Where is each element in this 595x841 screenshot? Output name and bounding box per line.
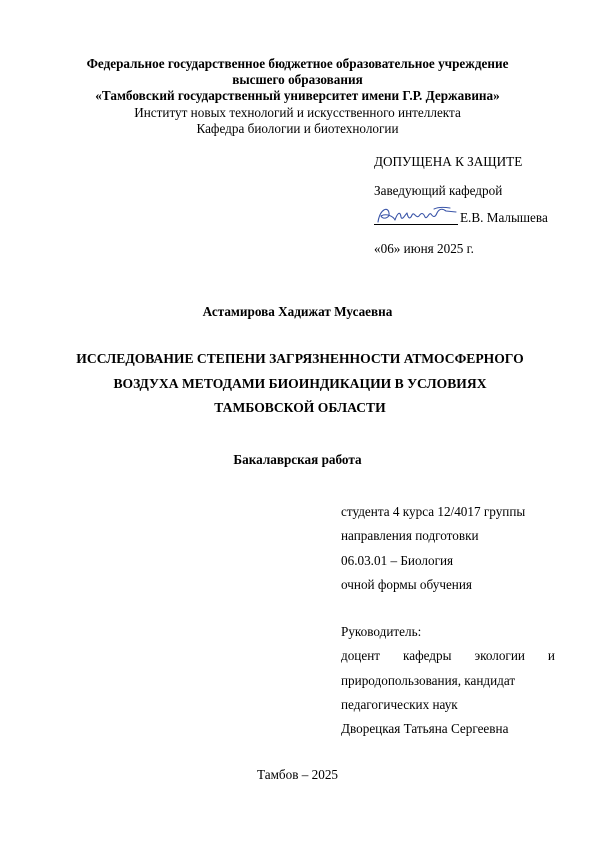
institution-header <box>40 56 555 137</box>
approval-date: «06» июня 2025 г. <box>374 241 474 256</box>
header-line-3: «Тамбовский государственный университет имени Г.Р. Державина» <box>95 88 500 104</box>
signature-mark <box>374 203 460 227</box>
header-line-4: Институт новых технологий и искусственного интеллекта <box>134 104 461 120</box>
author-name: Астамирова Хадижат Мусаевна <box>202 304 393 319</box>
thesis-title <box>60 347 540 421</box>
city-year: Тамбов – 2025 <box>256 767 339 782</box>
title-line-2: ВОЗДУХА МЕТОДАМИ БИОИНДИКАЦИИ В УСЛОВИЯХ <box>113 375 487 391</box>
admitted-label: ДОПУЩЕНА К ЗАЩИТЕ <box>374 154 523 169</box>
work-type: Бакалаврская работа <box>233 452 362 467</box>
header-line-2: высшего образования <box>232 72 363 88</box>
supervisor-name: Дворецкая Татьяна Сергеевна <box>341 721 509 737</box>
title-line-1: ИССЛЕДОВАНИЕ СТЕПЕНИ ЗАГРЯЗНЕННОСТИ АТМОСФЕРНОГО <box>76 351 524 366</box>
supervisor-line-3: педагогических наук <box>341 696 458 712</box>
position-word: доцент <box>341 648 381 664</box>
position-word: и <box>547 648 555 664</box>
student-line-1: студента 4 курса 12/4017 группы <box>341 504 526 519</box>
head-title: Заведующий кафедрой <box>374 183 503 198</box>
header-line-5: Кафедра биологии и биотехнологии <box>196 120 399 136</box>
head-name: Е.В. Малышева <box>460 210 548 225</box>
student-line-3: 06.03.01 – Биология <box>341 552 454 568</box>
student-line-2: направления подготовки <box>341 528 479 544</box>
supervisor-position-line <box>341 644 555 668</box>
student-info <box>341 500 555 597</box>
supervisor-label: Руководитель: <box>341 624 422 639</box>
header-line-1: Федеральное государственное бюджетное образовательное учреждение <box>86 56 509 71</box>
student-line-4: очной формы обучения <box>341 576 472 592</box>
supervisor-info <box>341 620 555 741</box>
title-line-3: ТАМБОВСКОЙ ОБЛАСТИ <box>214 400 386 415</box>
position-word: кафедры <box>403 648 452 664</box>
supervisor-line-2: природопользования, кандидат <box>341 672 516 688</box>
position-word: экологии <box>474 648 525 664</box>
